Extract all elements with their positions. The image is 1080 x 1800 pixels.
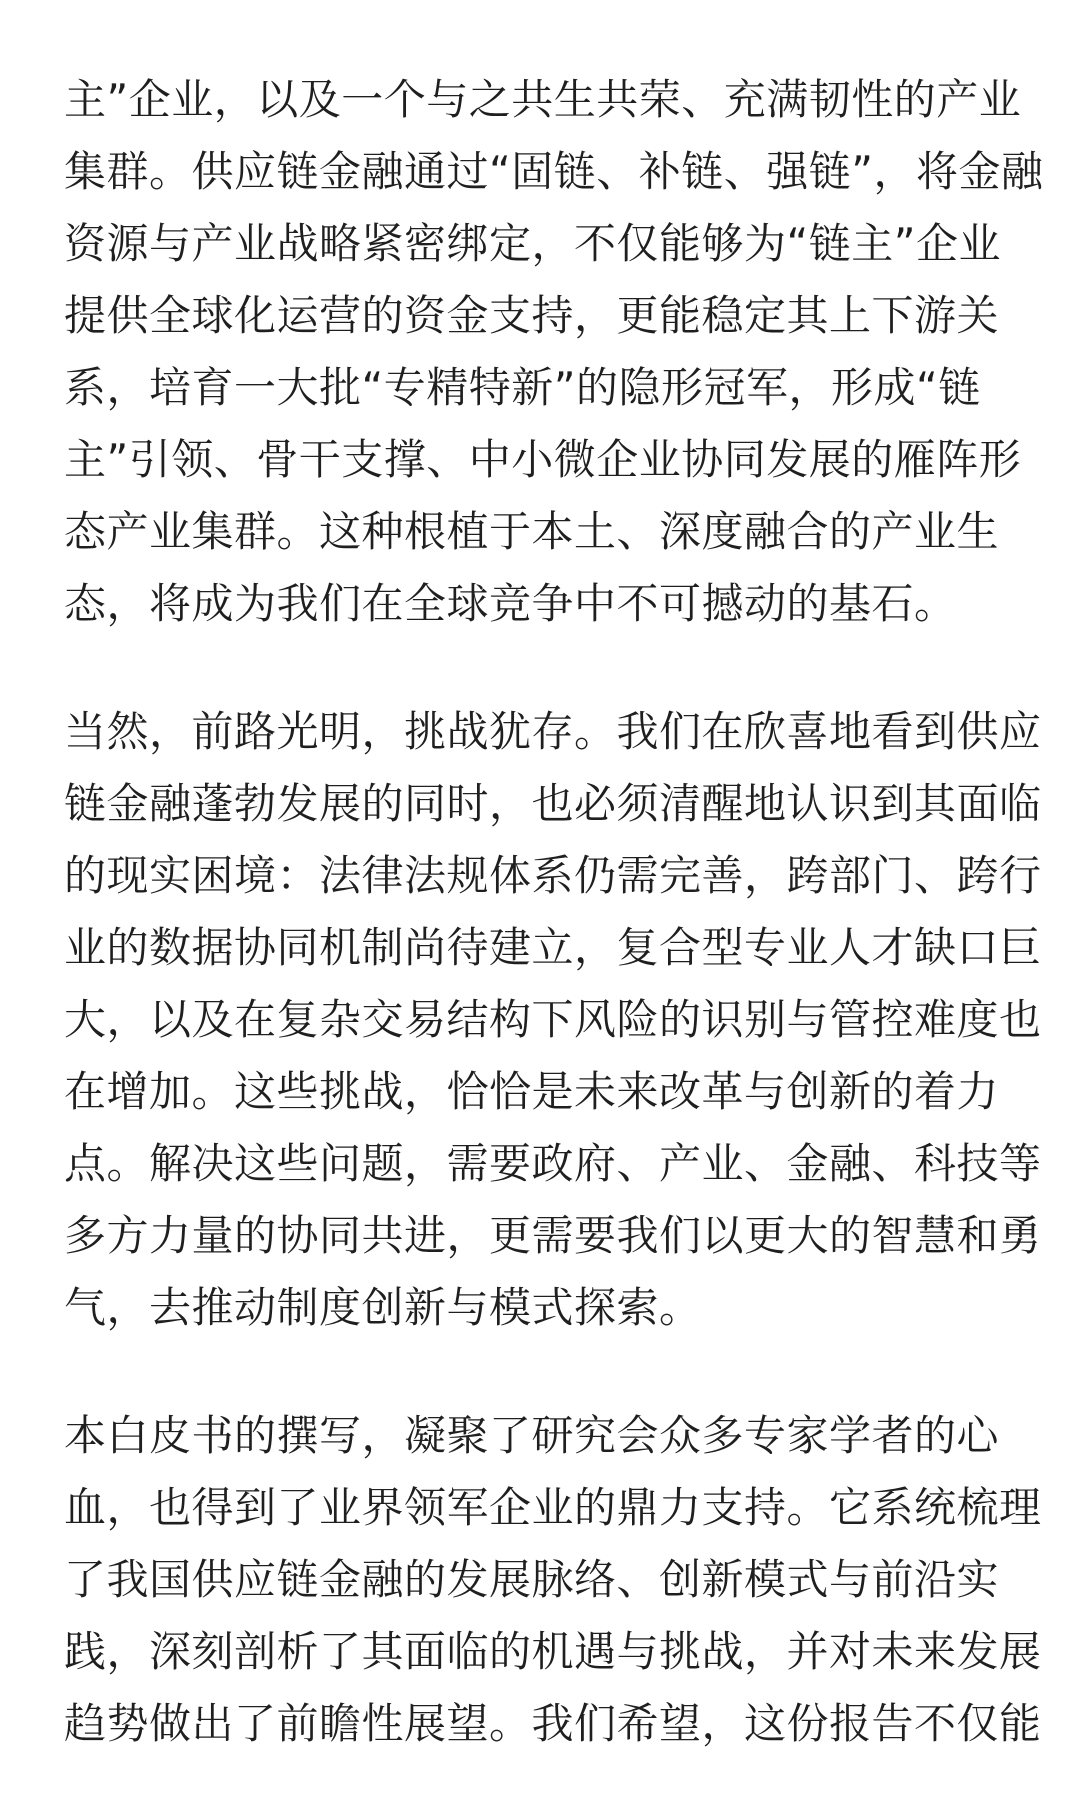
text-line: 主”企业，以及一个与之共生共荣、充满韧性的产业	[64, 75, 1022, 124]
text-line: 了我国供应链金融的发展脉络、创新模式与前沿实	[64, 1555, 1000, 1604]
text-line: 态，将成为我们在全球竞争中不可撼动的基石。	[64, 579, 957, 628]
text-line: 大，以及在复杂交易结构下风险的识别与管控难度也	[64, 995, 1042, 1044]
text-line: 业的数据协同机制尚待建立，复合型专业人才缺口巨	[64, 923, 1042, 972]
text-line: 提供全球化运营的资金支持，更能稳定其上下游关	[64, 291, 1000, 340]
text-line: 在增加。这些挑战，恰恰是未来改革与创新的着力	[64, 1067, 1000, 1116]
text-line: 系，培育一大批“专精特新”的隐形冠军，形成“链	[64, 363, 981, 412]
paragraph-2	[64, 696, 1042, 1344]
text-line: 本白皮书的撰写，凝聚了研究会众多专家学者的心	[64, 1411, 1000, 1460]
text-line: 集群。供应链金融通过“固链、补链、强链”，将金融	[64, 147, 1044, 196]
text-line: 主”引领、骨干支撑、中小微企业协同发展的雁阵形	[64, 435, 1022, 484]
text-line: 当然，前路光明，挑战犹存。我们在欣喜地看到供应	[64, 707, 1042, 756]
text-line: 链金融蓬勃发展的同时，也必须清醒地认识到其面临	[64, 779, 1042, 828]
paragraph-3	[64, 1400, 1042, 1760]
text-line: 的现实困境：法律法规体系仍需完善，跨部门、跨行	[64, 851, 1042, 900]
text-line: 点。解决这些问题，需要政府、产业、金融、科技等	[64, 1139, 1042, 1188]
paragraph-1	[64, 64, 1044, 640]
text-line: 趋势做出了前瞻性展望。我们希望，这份报告不仅能	[64, 1699, 1042, 1748]
text-line: 血，也得到了业界领军企业的鼎力支持。它系统梳理	[64, 1483, 1042, 1532]
text-line: 气，去推动制度创新与模式探索。	[64, 1283, 702, 1332]
text-line: 资源与产业战略紧密绑定，不仅能够为“链主”企业	[64, 219, 1002, 268]
text-line: 多方力量的协同共进，更需要我们以更大的智慧和勇	[64, 1211, 1042, 1260]
text-line: 践，深刻剖析了其面临的机遇与挑战，并对未来发展	[64, 1627, 1042, 1676]
text-line: 态产业集群。这种根植于本土、深度融合的产业生	[64, 507, 1000, 556]
